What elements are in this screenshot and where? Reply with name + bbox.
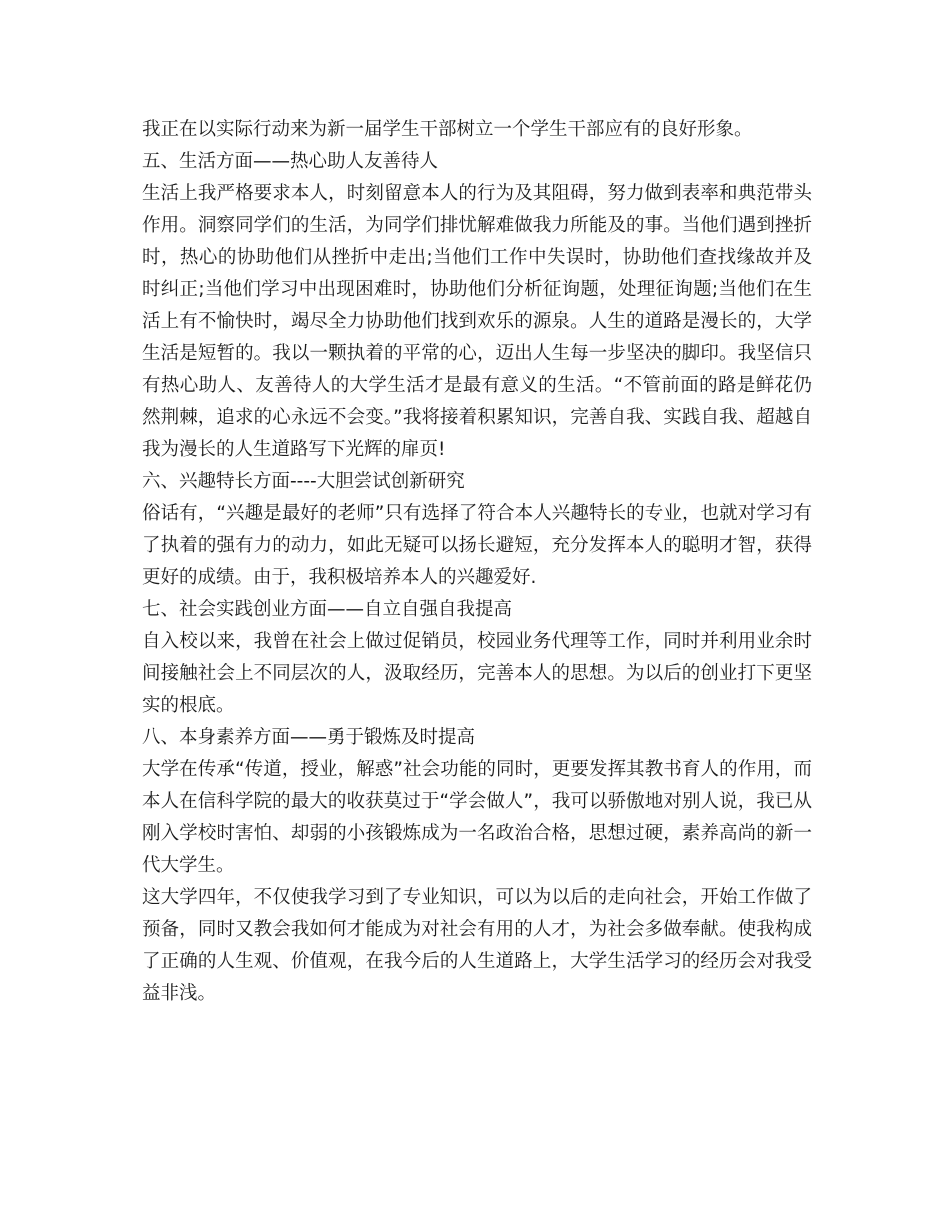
paragraph-interests: 俗话有，“兴趣是最好的老师”只有选择了符合本人兴趣特长的专业，也就对学习有了执着的强有力的动力，如此无疑可以扬长避短，充分发挥本人的聪明才智，获得更好的成绩。由于，我积极培养本人的兴趣爱好. <box>142 503 812 588</box>
paragraph-life: 生活上我严格要求本人，时刻留意本人的行为及其阻碍，努力做到表率和典范带头作用。洞察同学们的生活，为同学们排忧解难做我力所能及的事。当他们遇到挫折时，热心的协助他们从挫折中走出;当他们工作中失误时，协助他们查找缘故并及时纠正;当他们学习中出现困难时，协助他们分析征询题，处理征询题;当他们在生活上有不愉快时，竭尽全力协助他们找到欢乐的源泉。人生的道路是漫长的，大学生活是短暂的。我以一颗执着的平常的心，迈出人生每一步坚决的脚印。我坚信只有热心助人、友善待人的大学生活才是最有意义的生活。“不管前面的路是鲜花仍然荆棘，追求的心永远不会变。”我将接着积累知识，完善自我、实践自我、超越自我为漫长的人生道路写下光辉的扉页! <box>142 183 812 460</box>
document-body <box>142 114 812 1010</box>
paragraph-personal-quality: 大学在传承“传道，授业，解惑”社会功能的同时，更要发挥其教书育人的作用，而本人在信科学院的最大的收获莫过于“学会做人”，我可以骄傲地对别人说，我已从刚入学校时害怕、却弱的小孩锻炼成为一名政治合格，思想过硬，素养高尚的新一代大学生。 <box>142 759 812 876</box>
paragraph-social-practice: 自入校以来，我曾在社会上做过促销员，校园业务代理等工作，同时并利用业余时间接触社会上不同层次的人，汲取经历，完善本人的思想。为以后的创业打下更坚实的根底。 <box>142 631 812 716</box>
paragraph-conclusion: 这大学四年，不仅使我学习到了专业知识，可以为以后的走向社会，开始工作做了预备，同时又教会我如何才能成为对社会有用的人才，为社会多做奉献。使我构成了正确的人生观、价值观，在我今后的人生道路上，大学生活学习的经历会对我受益非浅。 <box>142 887 812 1004</box>
section-heading-social-practice: 七、社会实践创业方面——自立自强自我提高 <box>142 599 513 620</box>
paragraph-intro-continuation: 我正在以实际行动来为新一届学生干部树立一个学生干部应有的良好形象。 <box>142 119 753 140</box>
section-heading-personal-quality: 八、本身素养方面——勇于锻炼及时提高 <box>142 727 476 748</box>
section-heading-interests: 六、兴趣特长方面----大胆尝试创新研究 <box>142 471 465 492</box>
section-heading-life: 五、生活方面——热心助人友善待人 <box>142 151 439 172</box>
